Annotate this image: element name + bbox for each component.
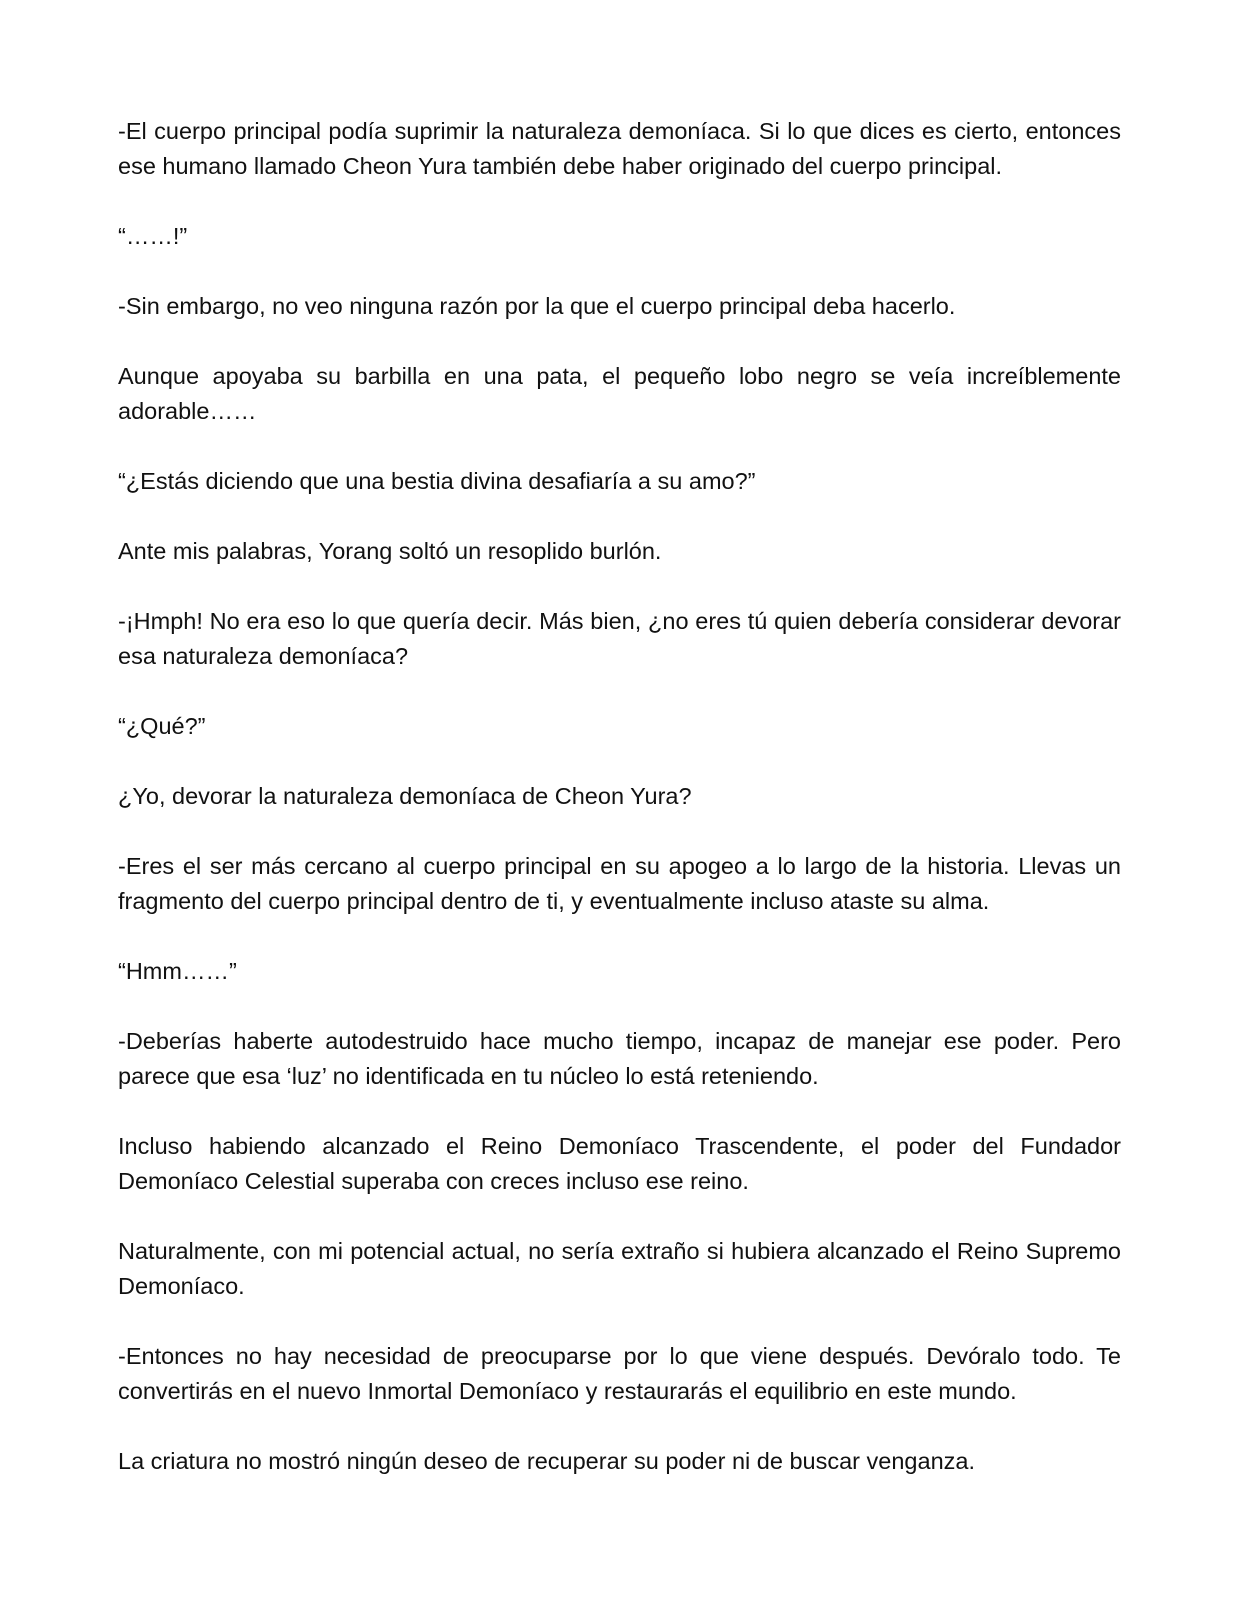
- paragraph: Naturalmente, con mi potencial actual, no sería extraño si hubiera alcanzado el Reino Supremo Demoníaco.: [118, 1238, 1121, 1299]
- document-page: [118, 114, 1121, 1514]
- paragraph: Aunque apoyaba su barbilla en una pata, el pequeño lobo negro se veía increíblemente adorable……: [118, 363, 1121, 424]
- paragraph: -Sin embargo, no veo ninguna razón por la que el cuerpo principal deba hacerlo.: [118, 293, 956, 319]
- paragraph: -¡Hmph! No era eso lo que quería decir. Más bien, ¿no eres tú quien debería considerar devorar esa naturaleza demoníaca?: [118, 608, 1121, 669]
- paragraph: La criatura no mostró ningún deseo de recuperar su poder ni de buscar venganza.: [118, 1448, 975, 1474]
- paragraph: Ante mis palabras, Yorang soltó un resoplido burlón.: [118, 538, 662, 564]
- paragraph: -El cuerpo principal podía suprimir la naturaleza demoníaca. Si lo que dices es cierto, entonces ese humano llamado Cheon Yura también debe haber originado del cuerpo principal.: [118, 118, 1121, 179]
- paragraph: “……!”: [118, 223, 188, 249]
- paragraph: “¿Estás diciendo que una bestia divina desafiaría a su amo?”: [118, 468, 756, 494]
- paragraph: “Hmm……”: [118, 958, 237, 984]
- paragraph: -Entonces no hay necesidad de preocuparse por lo que viene después. Devóralo todo. Te convertirás en el nuevo Inmortal Demoníaco y restaurarás el equilibrio en este mundo.: [118, 1343, 1121, 1404]
- paragraph: Incluso habiendo alcanzado el Reino Demoníaco Trascendente, el poder del Fundador Demoníaco Celestial superaba con creces incluso ese reino.: [118, 1133, 1121, 1194]
- paragraph: “¿Qué?”: [118, 713, 206, 739]
- paragraph: -Deberías haberte autodestruido hace mucho tiempo, incapaz de manejar ese poder. Pero parece que esa ‘luz’ no identificada en tu núcleo lo está reteniendo.: [118, 1028, 1121, 1089]
- paragraph: ¿Yo, devorar la naturaleza demoníaca de Cheon Yura?: [118, 783, 692, 809]
- paragraph: -Eres el ser más cercano al cuerpo principal en su apogeo a lo largo de la historia. Llevas un fragmento del cuerpo principal dentro de ti, y eventualmente incluso ataste su alma.: [118, 853, 1121, 914]
